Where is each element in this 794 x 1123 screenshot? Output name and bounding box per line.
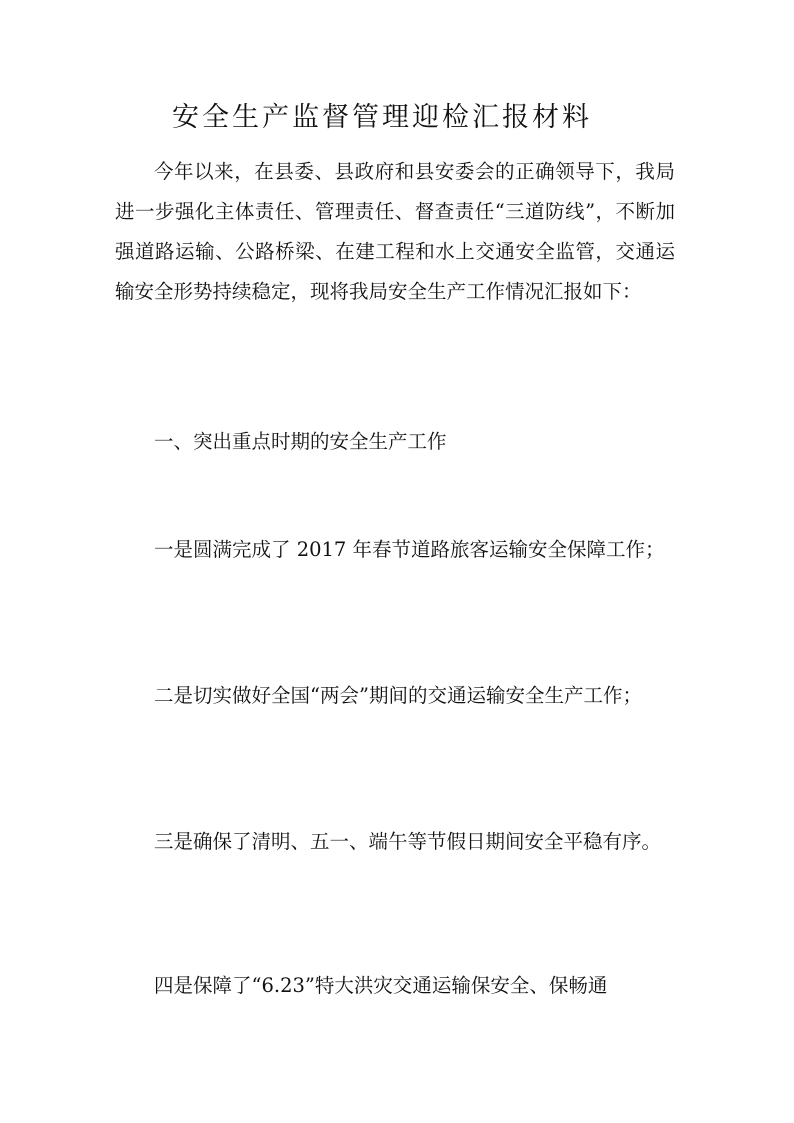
list-item: 一是圆满完成了 2017 年春节道路旅客运输安全保障工作； bbox=[154, 538, 665, 561]
list-item: 三是确保了清明、五一、端午等节假日期间安全平稳有序。 bbox=[154, 830, 662, 853]
section-heading: 一、突出重点时期的安全生产工作 bbox=[154, 430, 447, 453]
list-item: 四是保障了“6.23”特大洪灾交通运输保安全、保畅通 bbox=[154, 974, 608, 997]
intro-paragraph: 今年以来，在县委、县政府和县安委会的正确领导下，我局进一步强化主体责任、管理责任、督查责任“三道防线”，不断加强道路运输、公路桥梁、在建工程和水上交通安全监管，交通运输安全形势持续稳定，现将我局安全生产工作情况汇报如下： bbox=[115, 160, 675, 303]
document-title: 安全生产监督管理迎检汇报材料 bbox=[172, 102, 592, 133]
list-item: 二是切实做好全国“两会”期间的交通运输安全生产工作； bbox=[154, 684, 642, 707]
